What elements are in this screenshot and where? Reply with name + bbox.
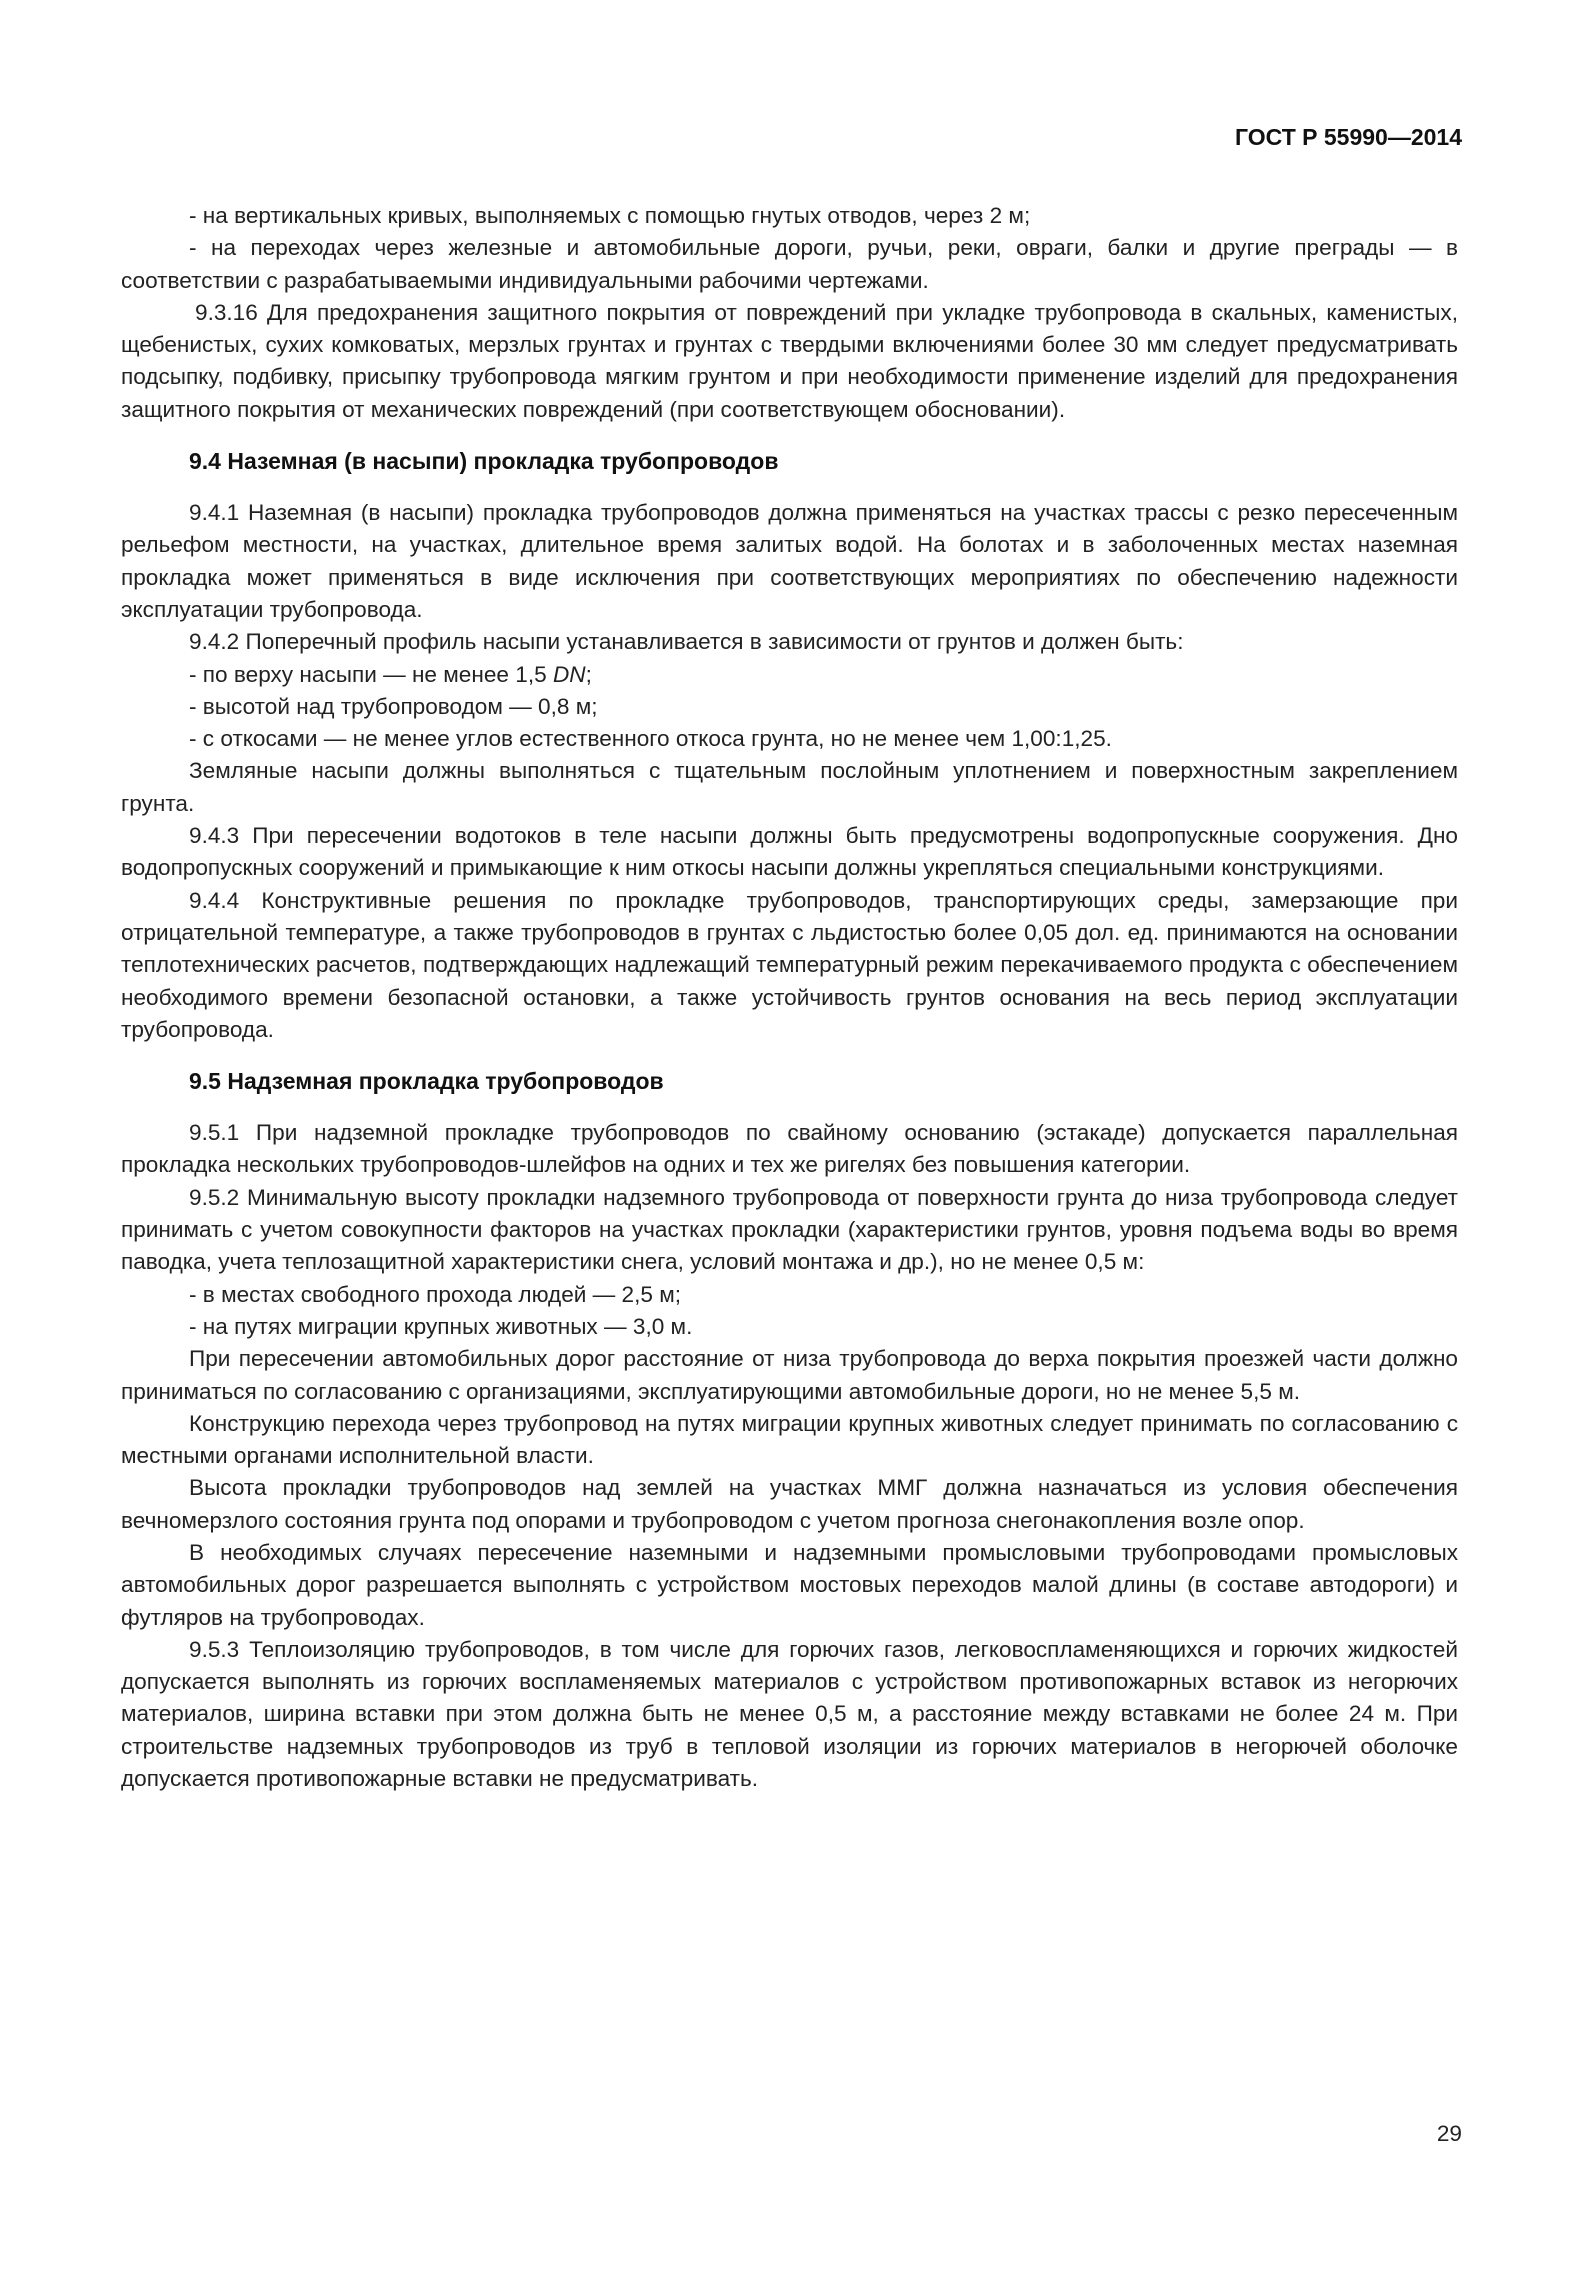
section-heading-9-5: 9.5 Надземная прокладка трубопроводов [189, 1068, 664, 1095]
list-item: - высотой над трубопроводом — 0,8 м; [189, 693, 598, 719]
list-item [121, 659, 1458, 691]
clause-9-5-3: 9.5.3 Теплоизоляцию трубопроводов, в том числе для горючих газов, легковоспламеняющихся и горючих жидкостей допускается выполнять из горючих воспламеняемых материалов с устройством противопожарных вставок из негорючих материалов, ширина вставки при этом должна быть не менее 0,5 м, а расстояние между вставками не более 24 м. При строительстве надземных трубопроводов из труб в тепловой изоляции из горючих материалов в негорючей оболочке допускается противопожарные вставки не предусматривать. [121, 1636, 1458, 1792]
list-item: - на переходах через железные и автомобильные дороги, ручьи, реки, овраги, балки и другие преграды — в соответствии с разрабатываемыми индивидуальными рабочими чертежами. [121, 235, 1458, 293]
clause-9-4-1: 9.4.1 Наземная (в насыпи) прокладка трубопроводов должна применяться на участках трассы с резко пересеченным рельефом местности, на участках, длительное время залитых водой. На болотах и в заболоченных местах наземная прокладка может применяться в виде исключения при соответствующих мероприятиях по обеспечению надежности эксплуатации трубопровода. [121, 500, 1458, 622]
clause-9-4-3: 9.4.3 При пересечении водотоков в теле насыпи должны быть предусмотрены водопропускные сооружения. Дно водопропускных сооружений и примыкающие к ним откосы насыпи должны укрепляться специальными конструкциями. [121, 823, 1458, 881]
document-body [121, 200, 1458, 1795]
clause-9-4-4: 9.4.4 Конструктивные решения по прокладке трубопроводов, транспортирующих среды, замерзающие при отрицательной температуре, а также трубопроводов в грунтах с льдистостью более 0,05 дол. ед. принимаются на основании теплотехнических расчетов, подтверждающих надлежащий температурный режим перекачиваемого продукта с обеспечением необходимого времени безопасной остановки, а также устойчивость грунтов основания на весь период эксплуатации трубопровода. [121, 887, 1458, 1042]
clause-9-4-2: 9.4.2 Поперечный профиль насыпи устанавливается в зависимости от грунтов и должен быть: [189, 629, 1184, 655]
list-item-punct: ; [585, 661, 592, 687]
list-item: - на путях миграции крупных животных — 3,0 м. [189, 1313, 693, 1339]
section-heading-9-4: 9.4 Наземная (в насыпи) прокладка трубопроводов [189, 448, 779, 475]
clause-9-3-16: 9.3.16 Для предохранения защитного покрытия от повреждений при укладке трубопровода в скальных, каменистых, щебенистых, сухих комковатых, мерзлых грунтах и грунтах с твердыми включениями более 30 мм следует предусматривать подсыпку, подбивку, присыпку трубопровода мягким грунтом и при необходимости применение изделий для предохранения защитного покрытия от механических повреждений (при соответствующем обосновании). [121, 299, 1458, 422]
list-item: - с откосами — не менее углов естественного откоса грунта, но не менее чем 1,00:1,25. [189, 726, 1112, 752]
list-item-text: - по верху насыпи — не менее 1,5 [189, 661, 553, 687]
paragraph: Земляные насыпи должны выполняться с тщательным послойным уплотнением и поверхностным закреплением грунта. [121, 758, 1458, 816]
page-number: 29 [1436, 2121, 1462, 2146]
paragraph: При пересечении автомобильных дорог расстояние от низа трубопровода до верха покрытия проезжей части должно приниматься по согласованию с организациями, эксплуатирующими автомобильные дороги, но не менее 5,5 м. [121, 1346, 1458, 1404]
clause-9-5-1: 9.5.1 При надземной прокладке трубопроводов по свайному основанию (эстакаде) допускается параллельная прокладка нескольких трубопроводов-шлейфов на одних и тех же ригелях без повышения категории. [121, 1120, 1458, 1178]
paragraph: Высота прокладки трубопроводов над землей на участках ММГ должна назначаться из условия обеспечения вечномерзлого состояния грунта под опорами и трубопроводом с учетом прогноза снегонакопления возле опор. [121, 1475, 1458, 1533]
paragraph: В необходимых случаях пересечение наземными и надземными промысловыми трубопроводами промысловых автомобильных дорог разрешается выполнять с устройством мостовых переходов малой длины (в составе автодороги) и футляров на трубопроводах. [121, 1539, 1458, 1630]
list-item: - на вертикальных кривых, выполняемых с помощью гнутых отводов, через 2 м; [189, 203, 1031, 228]
dn-symbol: DN [552, 661, 586, 687]
paragraph: Конструкцию перехода через трубопровод на путях миграции крупных животных следует принимать по согласованию с местными органами исполнительной власти. [121, 1410, 1458, 1469]
clause-9-5-2: 9.5.2 Минимальную высоту прокладки надземного трубопровода от поверхности грунта до низа трубопровода следует принимать с учетом совокупности факторов на участках прокладки (характеристики грунтов, уровня подъема воды во время паводка, учета теплозащитной характеристики снега, условий монтажа и др.), но не менее 0,5 м: [121, 1184, 1458, 1275]
standard-header: ГОСТ Р 55990—2014 [1235, 124, 1462, 150]
list-item: - в местах свободного прохода людей — 2,5 м; [189, 1281, 682, 1307]
